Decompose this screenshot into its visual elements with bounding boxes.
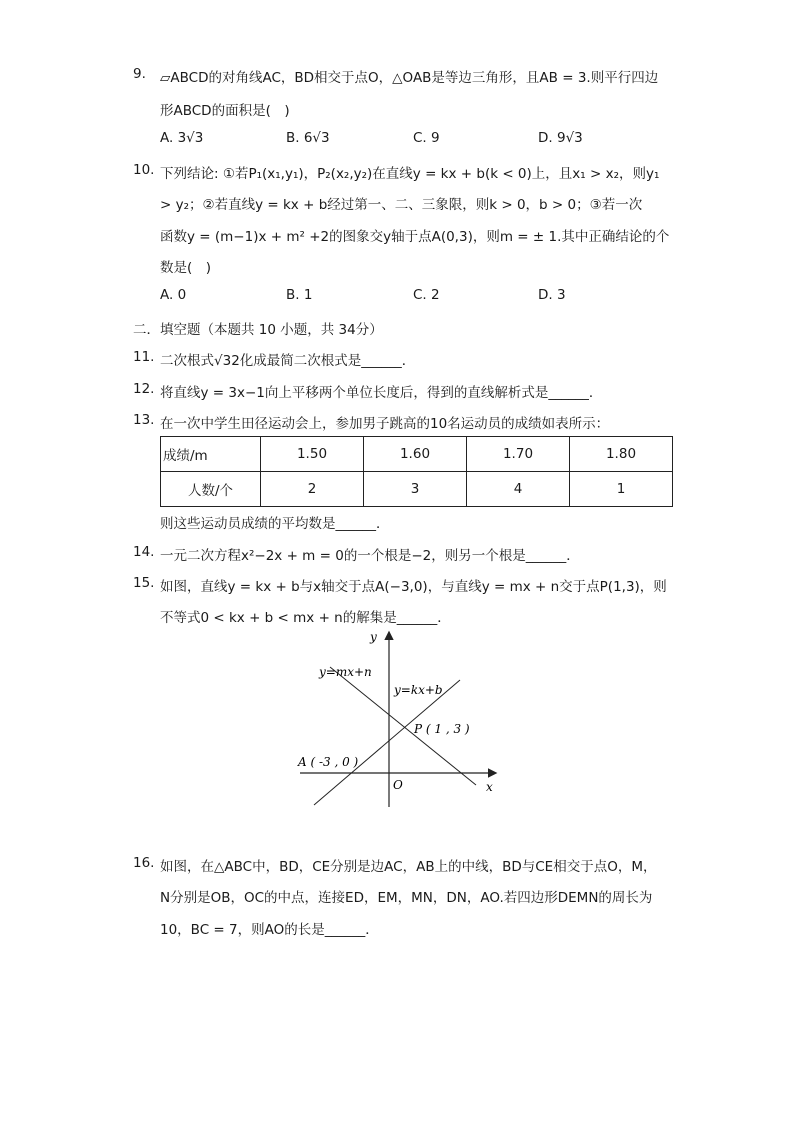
question-number: 9. — [133, 66, 146, 82]
question-number: 16. — [133, 855, 155, 871]
question-text-line-1: 在一次中学生田径运动会上，参加男子跳高的10名运动员的成绩如表所示： — [160, 416, 610, 432]
table-cell: 1.50 — [261, 437, 364, 472]
question-text-line-1: 将直线y = 3x−1向上平移两个单位长度后，得到的直线解析式是______． — [160, 385, 603, 401]
option-d: D. 9√3 — [538, 130, 583, 146]
question-number: 14. — [133, 544, 155, 560]
point-a-label: A ( -3 , 0 ) — [298, 755, 359, 769]
question-number: 11. — [133, 349, 155, 365]
question-13-text-line-2: 则这些运动员成绩的平均数是______． — [160, 516, 390, 532]
question-text-line-2: 不等式0 < kx + b < mx + n的解集是______． — [160, 610, 451, 626]
scores-table — [160, 436, 673, 507]
question-text-line-1: ▱ABCD的对角线AC，BD相交于点O，△OAB是等边三角形，且AB = 3.则平行四边 — [160, 70, 659, 86]
table-cell: 2 — [261, 472, 364, 507]
table-cell: 3 — [364, 472, 467, 507]
x-axis-label: x — [486, 780, 493, 794]
origin-label: O — [393, 778, 403, 792]
table-row-header: 人数/个 — [161, 472, 261, 507]
line-kx-plus-b — [314, 680, 460, 805]
line-kx-plus-b-label: y=kx+b — [394, 683, 443, 697]
question-text-line-2: N分别是OB，OC的中点，连接ED，EM，MN，DN，AO.若四边形DEMN的周长为 — [160, 890, 653, 906]
question-text-line-3: 10，BC = 7，则AO的长是______． — [160, 922, 379, 938]
line-mx-plus-n-label: y=mx+n — [319, 665, 372, 679]
table-row — [161, 437, 673, 472]
question-text-line-1: 如图，直线y = kx + b与x轴交于点A(−3,0)，与直线y = mx + n交于点P(1,3)，则 — [160, 579, 667, 595]
coordinate-graph — [290, 625, 510, 810]
question-text-line-1: 下列结论: ①若P₁(x₁,y₁)，P₂(x₂,y₂)在直线y = kx + b(k < 0)上，且x₁ > x₂，则y₁ — [160, 166, 660, 182]
question-number: 15. — [133, 575, 155, 591]
option-b: B. 6√3 — [286, 130, 330, 146]
question-text-line-1: 如图，在△ABC中，BD，CE分别是边AC，AB上的中线，BD与CE相交于点O，M， — [160, 859, 657, 875]
table-cell: 1.80 — [570, 437, 673, 472]
table-cell: 4 — [467, 472, 570, 507]
option-a: A. 3√3 — [160, 130, 204, 146]
question-text-line-2: 形ABCD的面积是( ) — [160, 103, 290, 119]
option-b: B. 1 — [286, 287, 313, 303]
question-text-line-1: 一元二次方程x²−2x + m = 0的一个根是−2，则另一个根是______． — [160, 548, 580, 564]
question-number: 12. — [133, 381, 155, 397]
table-cell: 1.70 — [467, 437, 570, 472]
question-text-line-4: 数是( ) — [160, 260, 212, 276]
table-row-header: 成绩/m — [161, 437, 261, 472]
table-cell: 1 — [570, 472, 673, 507]
table-cell: 1.60 — [364, 437, 467, 472]
option-c: C. 2 — [413, 287, 440, 303]
question-number: 10. — [133, 162, 155, 178]
y-axis-label: y — [370, 630, 377, 644]
option-d: D. 3 — [538, 287, 566, 303]
option-c: C. 9 — [413, 130, 440, 146]
question-text-line-1: 二次根式√32化成最简二次根式是______． — [160, 353, 416, 369]
section-heading: 二．填空题（本题共 10 小题，共 34分） — [133, 322, 383, 338]
point-p-label: P ( 1 , 3 ) — [414, 722, 470, 736]
option-a: A. 0 — [160, 287, 187, 303]
question-number: 13. — [133, 412, 155, 428]
question-text-line-3: 函数y = (m−1)x + m² +2的图象交y轴于点A(0,3)，则m = ± 1.其中正确结论的个 — [160, 229, 670, 245]
table-row — [161, 472, 673, 507]
question-text-line-2: > y₂；②若直线y = kx + b经过第一、二、三象限，则k > 0，b > 0；③若一次 — [160, 197, 643, 213]
